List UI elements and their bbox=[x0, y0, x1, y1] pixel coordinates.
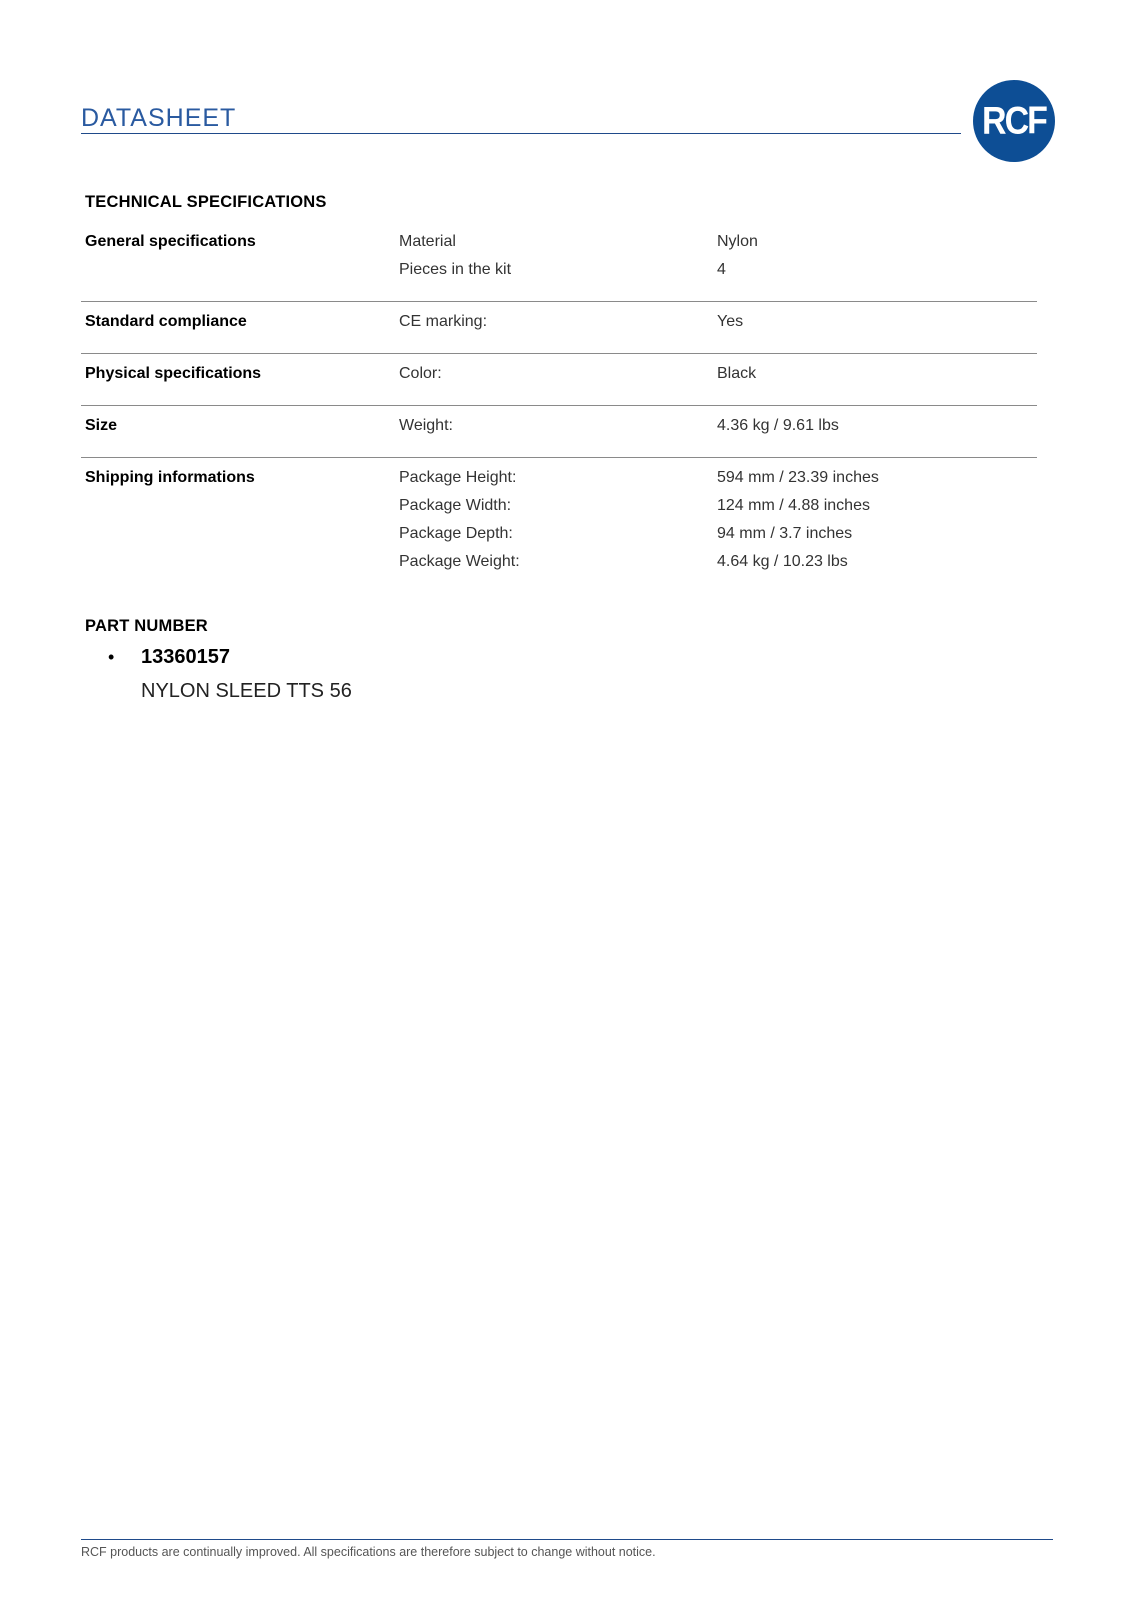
spec-row bbox=[399, 548, 1037, 576]
part-number-list bbox=[108, 644, 352, 704]
spec-row bbox=[399, 256, 1037, 284]
spec-name: Package Weight: bbox=[399, 553, 520, 570]
spec-group-general bbox=[81, 222, 1037, 302]
spec-name: Material bbox=[399, 233, 456, 250]
spec-name: CE marking: bbox=[399, 313, 488, 330]
spec-table bbox=[81, 222, 1037, 593]
spec-group-standard-compliance bbox=[81, 302, 1037, 354]
spec-name: Weight: bbox=[399, 417, 453, 434]
spec-row bbox=[399, 520, 1037, 548]
part-number-heading: PART NUMBER bbox=[85, 617, 208, 635]
spec-group-label: General specifications bbox=[85, 233, 256, 250]
spec-value: 594 mm / 23.39 inches bbox=[717, 469, 879, 486]
spec-value: Black bbox=[717, 365, 757, 382]
spec-name: Package Height: bbox=[399, 469, 517, 486]
spec-row bbox=[399, 228, 1037, 256]
spec-value: 4 bbox=[717, 261, 726, 278]
spec-row bbox=[399, 492, 1037, 520]
spec-group-label: Physical specifications bbox=[85, 365, 262, 382]
rcf-logo bbox=[973, 80, 1055, 162]
spec-group-size bbox=[81, 406, 1037, 458]
spec-row bbox=[399, 464, 1037, 492]
spec-row bbox=[399, 360, 1037, 388]
spec-value: Yes bbox=[717, 313, 744, 330]
spec-group-label: Shipping informations bbox=[85, 469, 255, 486]
part-description: NYLON SLEED TTS 56 bbox=[141, 680, 352, 702]
footer-disclaimer: RCF products are continually improved. All specifications are therefore subject to change without notice. bbox=[81, 1545, 656, 1559]
spec-group-shipping bbox=[81, 458, 1037, 593]
technical-specifications-heading: TECHNICAL SPECIFICATIONS bbox=[85, 193, 327, 211]
footer-divider bbox=[81, 1539, 1053, 1540]
spec-name: Package Depth: bbox=[399, 525, 513, 542]
logo-text: RCF bbox=[982, 98, 1046, 143]
header-divider bbox=[81, 133, 961, 134]
part-number-value: 13360157 bbox=[141, 646, 230, 668]
spec-group-physical bbox=[81, 354, 1037, 406]
spec-name: Color: bbox=[399, 365, 442, 382]
spec-name: Pieces in the kit bbox=[399, 261, 512, 278]
document-title: DATASHEET bbox=[81, 104, 237, 132]
spec-group-label: Size bbox=[85, 417, 118, 434]
spec-group-label: Standard compliance bbox=[85, 313, 247, 330]
list-item bbox=[108, 644, 352, 704]
spec-value: Nylon bbox=[717, 233, 758, 250]
spec-value: 4.64 kg / 10.23 lbs bbox=[717, 553, 848, 570]
spec-value: 124 mm / 4.88 inches bbox=[717, 497, 870, 514]
bullet: • bbox=[108, 647, 115, 667]
spec-name: Package Width: bbox=[399, 497, 512, 514]
spec-row bbox=[399, 412, 1037, 440]
spec-value: 94 mm / 3.7 inches bbox=[717, 525, 853, 542]
spec-row bbox=[399, 308, 1037, 336]
spec-value: 4.36 kg / 9.61 lbs bbox=[717, 417, 839, 434]
